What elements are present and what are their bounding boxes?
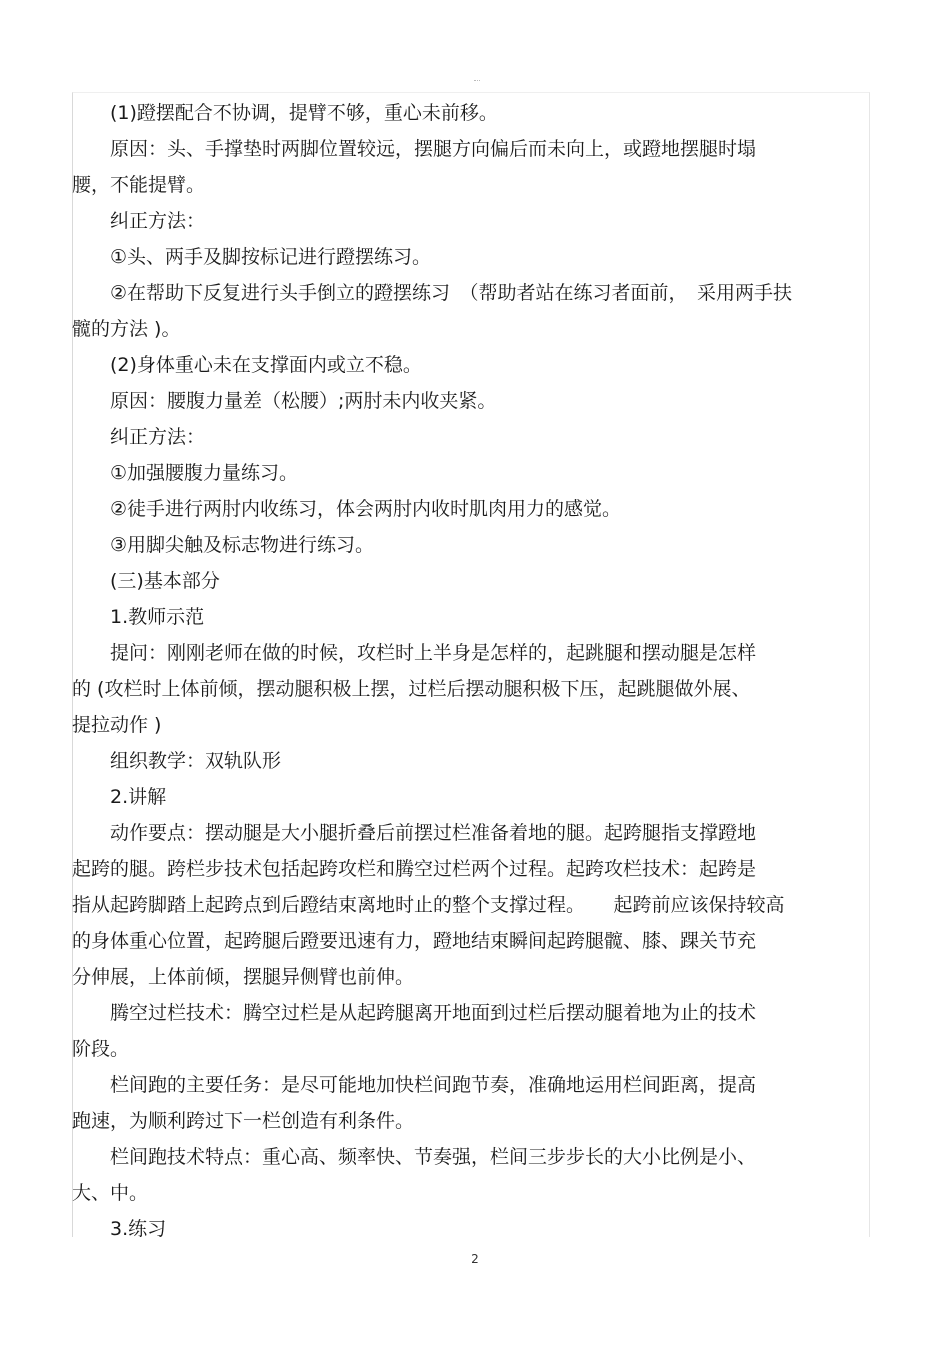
paragraph — [72, 527, 867, 563]
paragraph — [72, 815, 867, 995]
paragraph-line: 髋的方法 )。 — [72, 318, 181, 340]
paragraph — [72, 203, 867, 239]
paragraph — [72, 383, 867, 419]
paragraph — [72, 239, 867, 275]
paragraph-line: (2)身体重心未在支撑面内或立不稳。 — [110, 354, 422, 376]
paragraph-line: 纠正方法： — [110, 426, 206, 448]
paragraph — [72, 1139, 867, 1211]
paragraph-line: 1.教师示范 — [110, 606, 205, 628]
paragraph-line: 3.练习 — [110, 1218, 167, 1240]
paragraph-line: 动作要点：摆动腿是大小腿折叠后前摆过栏准备着地的腿。起跨腿指支撑蹬地 — [110, 822, 757, 844]
paragraph-line: 栏间跑的主要任务：是尽可能地加快栏间跑节奏，准确地运用栏间距离，提高 — [110, 1074, 757, 1096]
paragraph-line: 的身体重心位置，起跨腿后蹬要迅速有力，蹬地结束瞬间起跨腿髋、膝、踝关节充 — [72, 930, 757, 952]
paragraph — [72, 131, 867, 203]
paragraph-line: 提拉动作 ) — [72, 714, 162, 736]
paragraph — [72, 419, 867, 455]
paragraph-line: 腰，不能提臂。 — [72, 174, 206, 196]
paragraph — [72, 95, 867, 131]
paragraph-line: 跑速，为顺利跨过下一栏创造有利条件。 — [72, 1110, 415, 1132]
paragraph-line: 原因：头、手撑垫时两脚位置较远，摆腿方向偏后而未向上，或蹬地摆腿时塌 — [110, 138, 757, 160]
paragraph-line: 阶段。 — [72, 1038, 130, 1060]
paragraph-line: 腾空过栏技术：腾空过栏是从起跨腿离开地面到过栏后摆动腿着地为止的技术 — [110, 1002, 757, 1024]
paragraph-line: 起跨的腿。跨栏步技术包括起跨攻栏和腾空过栏两个过程。起跨攻栏技术：起跨是 — [72, 858, 757, 880]
paragraph — [72, 1067, 867, 1139]
paragraph-line: ③用脚尖触及标志物进行练习。 — [110, 534, 375, 556]
page-number: 2 — [471, 1252, 479, 1266]
paragraph-line: 组织教学：双轨队形 — [110, 750, 282, 772]
paragraph — [72, 1211, 867, 1247]
paragraph — [72, 491, 867, 527]
paragraph — [72, 275, 867, 347]
paragraph-line: 分伸展，上体前倾，摆腿异侧臂也前伸。 — [72, 966, 415, 988]
document-body — [72, 95, 867, 1247]
paragraph — [72, 563, 867, 599]
paragraph — [72, 779, 867, 815]
paragraph-line: 纠正方法： — [110, 210, 206, 232]
paragraph-line: 的 (攻栏时上体前倾，摆动腿积极上摆，过栏后摆动腿积极下压，起跳腿做外展、 — [72, 678, 751, 700]
paragraph-line: 栏间跑技术特点：重心高、频率快、节奏强，栏间三步步长的大小比例是小、 — [110, 1146, 757, 1168]
paragraph-line: ②徒手进行两肘内收练习，体会两肘内收时肌肉用力的感觉。 — [110, 498, 622, 520]
paragraph-line: (1)蹬摆配合不协调，提臂不够，重心未前移。 — [110, 102, 498, 124]
paragraph — [72, 635, 867, 743]
header-mark — [474, 80, 480, 83]
paragraph-line: 指从起跨脚踏上起跨点到后蹬结束离地时止的整个支撑过程。 起跨前应该保持较高 — [72, 894, 785, 916]
paragraph-line: ①头、两手及脚按标记进行蹬摆练习。 — [110, 246, 432, 268]
paragraph-line: (三)基本部分 — [110, 570, 220, 592]
paragraph — [72, 599, 867, 635]
paragraph-line: 大、中。 — [72, 1182, 149, 1204]
paragraph — [72, 995, 867, 1067]
paragraph-line: 提问：刚刚老师在做的时候，攻栏时上半身是怎样的，起跳腿和摆动腿是怎样 — [110, 642, 757, 664]
paragraph-line: 原因：腰腹力量差（松腰）;两肘未内收夹紧。 — [110, 390, 497, 412]
paragraph — [72, 347, 867, 383]
paragraph — [72, 743, 867, 779]
paragraph-line: 2.讲解 — [110, 786, 167, 808]
paragraph-line: ②在帮助下反复进行头手倒立的蹬摆练习 （帮助者站在练习者面前， 采用两手扶 — [110, 282, 793, 304]
paragraph — [72, 455, 867, 491]
paragraph-line: ①加强腰腹力量练习。 — [110, 462, 299, 484]
